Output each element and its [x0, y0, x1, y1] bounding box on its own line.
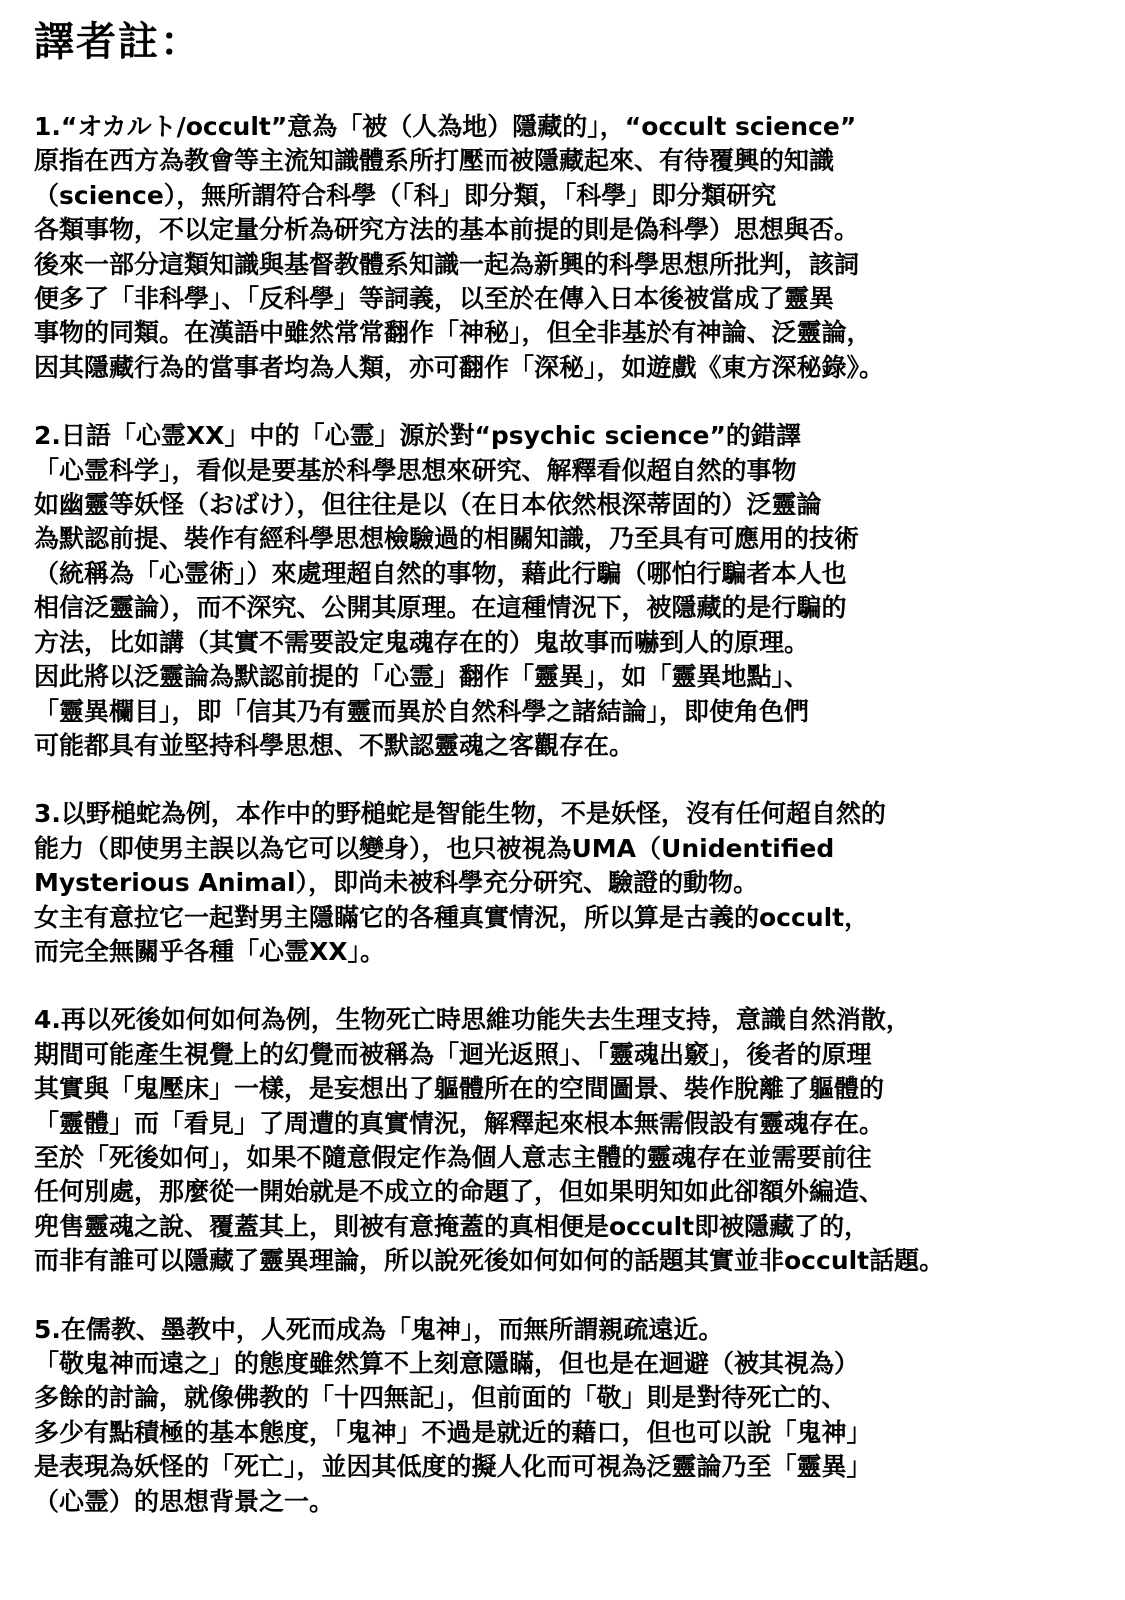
note-line: 如幽靈等妖怪（おばけ），但往往是以（在日本依然根深蒂固的）泛靈論	[34, 490, 822, 520]
note-line: 期間可能產生視覺上的幻覺而被稱為「迴光返照」、「靈魂出竅」，後者的原理	[34, 1039, 872, 1069]
note-line: 「靈體」而「看見」了周遭的真實情況，解釋起來根本無需假設有靈魂存在。	[34, 1108, 885, 1138]
note-line: 多餘的討論，就像佛教的「十四無記」，但前面的「敬」則是對待死亡的、	[34, 1383, 847, 1413]
note-line: 女主有意拉它一起對男主隱瞞它的各種真實情況，所以算是古義的occult，	[34, 902, 870, 932]
note-line: 任何別處，那麼從一開始就是不成立的命題了，但如果明知如此卻額外編造、	[34, 1177, 885, 1207]
note-line: 能力（即使男主誤以為它可以變身），也只被視為UMA（Unidentified	[34, 833, 835, 863]
note-2	[34, 419, 1109, 763]
translator-notes-page	[34, 18, 1109, 1553]
note-line: （science），無所謂符合科學（「科」即分類，「科學」即分類研究	[34, 180, 777, 210]
note-line: 而完全無關乎各種「心霊XX」。	[34, 936, 386, 966]
note-line: 5.在儒教、墨教中，人死而成為「鬼神」，而無所謂親疏遠近。	[34, 1314, 724, 1344]
note-line: 「靈異欄目」，即「信其乃有靈而異於自然科學之諸結論」，即使角色們	[34, 696, 810, 726]
note-line: 事物的同類。在漢語中雖然常常翻作「神秘」，但全非基於有神論、泛靈論，	[34, 318, 872, 348]
note-line: Mysterious Animal），即尚未被科學充分研究、驗證的動物。	[34, 868, 759, 898]
note-line: 可能都具有並堅持科學思想、不默認靈魂之客觀存在。	[34, 730, 635, 760]
note-line: 因其隱藏行為的當事者均為人類，亦可翻作「深秘」，如遊戲《東方深秘錄》。	[34, 352, 885, 382]
note-line: 而非有誰可以隱藏了靈異理論，所以說死後如何如何的話題其實並非occult話題。	[34, 1246, 945, 1276]
note-line: 2.日語「心霊XX」中的「心霊」源於對“psychic science”的錯譯	[34, 421, 801, 451]
page-title: 譯者註：	[34, 19, 202, 65]
note-line: 是表現為妖怪的「死亡」，並因其低度的擬人化而可視為泛靈論乃至「靈異」	[34, 1452, 872, 1482]
note-line: 便多了「非科學」、「反科學」等詞義，以至於在傳入日本後被當成了靈異	[34, 284, 835, 314]
note-line: 其實與「鬼壓床」一樣，是妄想出了軀體所在的空間圖景、裝作脫離了軀體的	[34, 1074, 885, 1104]
note-line: （心霊）的思想背景之一。	[34, 1486, 335, 1516]
note-line: 各類事物，不以定量分析為研究方法的基本前提的則是偽科學）思想與否。	[34, 215, 860, 245]
note-line: 相信泛靈論），而不深究、公開其原理。在這種情況下，被隱藏的是行騙的	[34, 593, 847, 623]
note-line: 為默認前提、裝作有經科學思想檢驗過的相關知識，乃至具有可應用的技術	[34, 524, 860, 554]
note-line: 1.“オカルト/occult”意為「被（人為地）隱藏的」，“occult science”	[34, 112, 857, 141]
note-5	[34, 1313, 1109, 1519]
note-line: 「敬鬼神而遠之」的態度雖然算不上刻意隱瞞，但也是在迴避（被其視為）	[34, 1349, 860, 1378]
note-line: （統稱為「心霊術」）來處理超自然的事物，藉此行騙（哪怕行騙者本人也	[34, 558, 847, 588]
note-line: 原指在西方為教會等主流知識體系所打壓而被隱藏起來、有待覆興的知識	[34, 146, 835, 176]
note-line: 3.以野槌蛇為例，本作中的野槌蛇是智能生物，不是妖怪，沒有任何超自然的	[34, 799, 886, 829]
note-line: 方法，比如講（其實不需要設定鬼魂存在的）鬼故事而嚇到人的原理。	[34, 627, 810, 657]
note-line: 後來一部分這類知識與基督教體系知識一起為新興的科學思想所批判，該詞	[34, 249, 860, 279]
note-4	[34, 1003, 1109, 1278]
note-line: 「心霊科学」，看似是要基於科學思想來研究、解釋看似超自然的事物	[34, 455, 797, 485]
note-1	[34, 110, 1109, 385]
note-line: 至於「死後如何」，如果不隨意假定作為個人意志主體的靈魂存在並需要前往	[34, 1142, 872, 1172]
note-3	[34, 797, 1109, 969]
note-line: 多少有點積極的基本態度，「鬼神」不過是就近的藉口，但也可以說「鬼神」	[34, 1417, 872, 1447]
note-line: 兜售靈魂之說、覆蓋其上，則被有意掩蓋的真相便是occult即被隱藏了的，	[34, 1211, 870, 1241]
note-line: 4.再以死後如何如何為例，生物死亡時思維功能失去生理支持，意識自然消散，	[34, 1005, 911, 1035]
note-line: 因此將以泛靈論為默認前提的「心霊」翻作「靈異」，如「靈異地點」、	[34, 662, 810, 692]
